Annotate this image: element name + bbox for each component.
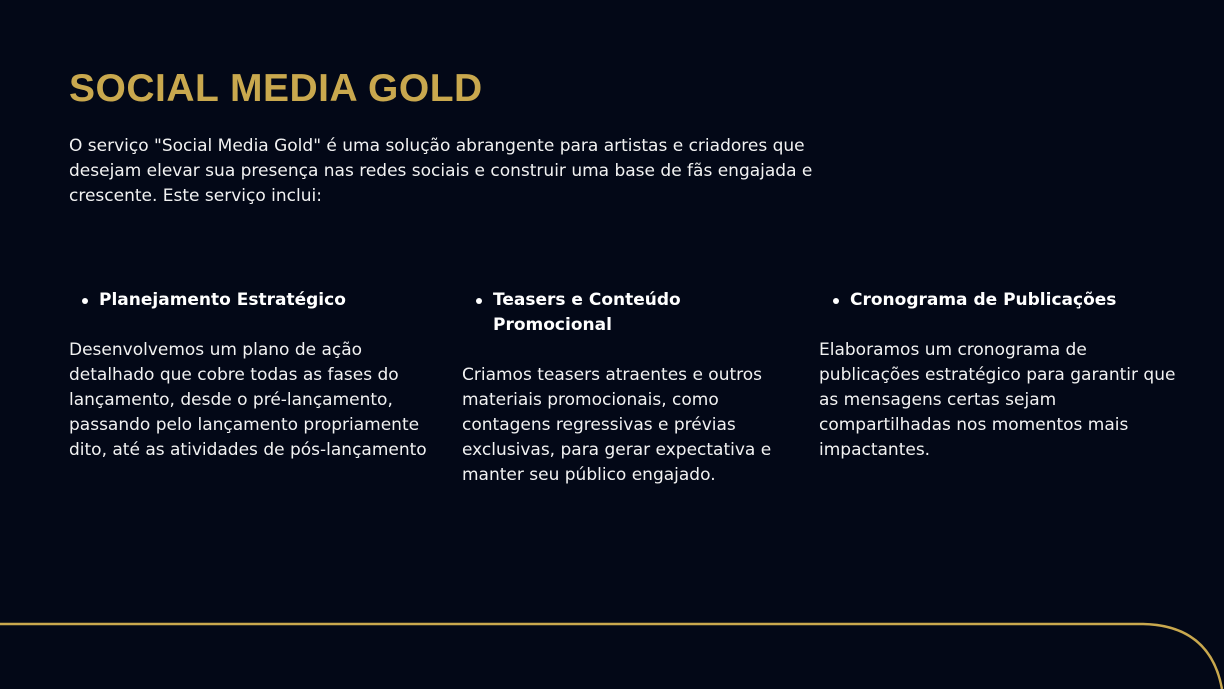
intro-paragraph: O serviço "Social Media Gold" é uma solução abrangente para artistas e criadores que desejam elevar sua presença nas redes sociais e construir uma base de fãs engajada e crescente. Este serviço inclui: (69, 136, 813, 206)
service-heading (819, 288, 1179, 313)
bullet-icon (833, 298, 839, 304)
service-heading-label: Cronograma de Publicações (850, 290, 1117, 310)
slide-title: SOCIAL MEDIA GOLD (69, 67, 483, 110)
service-column-teasers (462, 288, 777, 488)
service-description: Desenvolvemos um plano de ação detalhado que cobre todas as fases do lançamento, desde o pré-lançamento, passando pelo lançamento propriamente dito, até as atividades de pós-lançamento (69, 340, 427, 460)
service-column-schedule (819, 288, 1179, 463)
gold-curve-decoration (0, 600, 1224, 689)
bullet-icon (82, 298, 88, 304)
service-description: Elaboramos um cronograma de publicações estratégico para garantir que as mensagens certas sejam compartilhadas nos momentos mais impactantes. (819, 340, 1176, 460)
service-heading-label: Teasers e Conteúdo Promocional (493, 290, 681, 335)
service-heading (462, 288, 777, 338)
service-description: Criamos teasers atraentes e outros materiais promocionais, como contagens regressivas e prévias exclusivas, para gerar expectativa e manter seu público engajado. (462, 365, 772, 485)
service-heading-label: Planejamento Estratégico (99, 290, 346, 310)
service-column-planning (69, 288, 429, 463)
bullet-icon (476, 298, 482, 304)
service-heading (69, 288, 429, 313)
